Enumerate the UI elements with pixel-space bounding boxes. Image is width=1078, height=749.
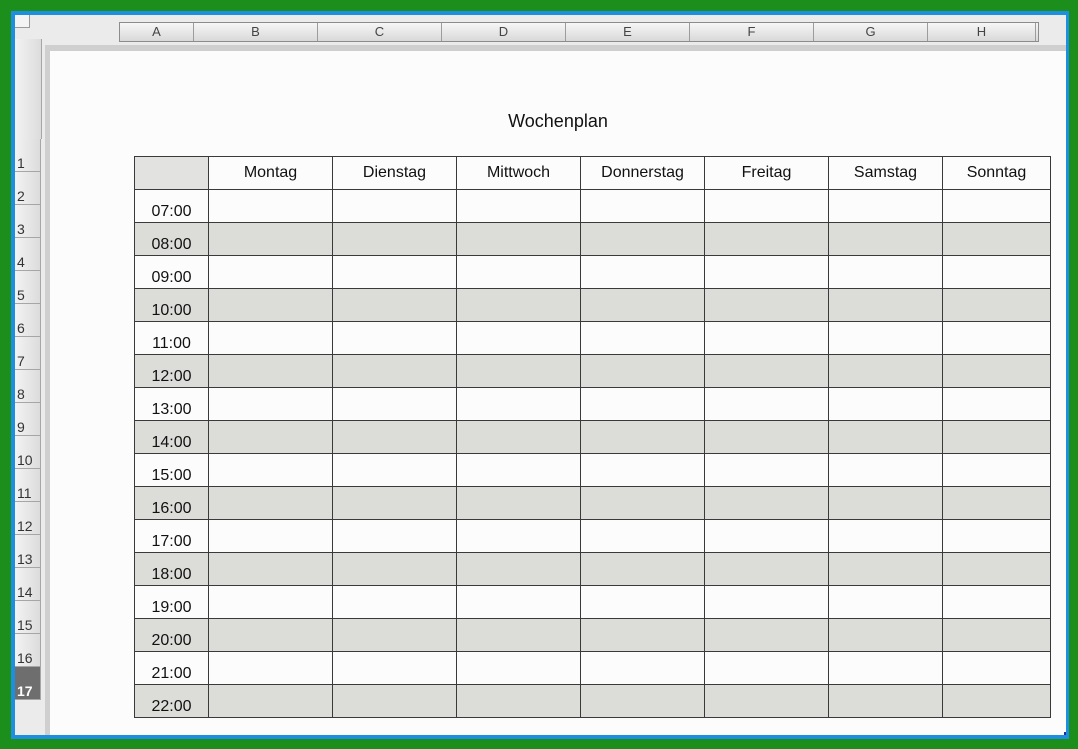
page-title: Wochenplan <box>508 111 608 131</box>
day-header-mittwoch[interactable]: Mittwoch <box>457 157 581 190</box>
row-header-7[interactable]: 7 <box>15 337 41 370</box>
row-header-11[interactable]: 11 <box>15 469 41 502</box>
time-cell[interactable]: 09:00 <box>135 256 209 289</box>
day-header-row <box>135 157 1051 190</box>
schedule-cell[interactable] <box>581 388 705 421</box>
column-header-d[interactable]: D <box>442 23 566 41</box>
row-header-16[interactable]: 16 <box>15 634 41 667</box>
schedule-cell[interactable] <box>333 322 457 355</box>
schedule-cell[interactable] <box>457 652 581 685</box>
time-cell[interactable]: 20:00 <box>135 619 209 652</box>
schedule-cell[interactable] <box>829 190 943 223</box>
table-row <box>135 388 1051 421</box>
time-cell[interactable]: 07:00 <box>135 190 209 223</box>
schedule-cell[interactable] <box>829 652 943 685</box>
schedule-cell[interactable] <box>333 190 457 223</box>
row-header-3[interactable]: 3 <box>15 205 41 238</box>
schedule-cell[interactable] <box>943 520 1051 553</box>
schedule-cell[interactable] <box>943 223 1051 256</box>
schedule-cell[interactable] <box>581 223 705 256</box>
day-header-dienstag[interactable]: Dienstag <box>333 157 457 190</box>
row-header-spacer <box>15 39 42 139</box>
schedule-cell[interactable] <box>829 322 943 355</box>
time-cell[interactable]: 11:00 <box>135 322 209 355</box>
schedule-cell[interactable] <box>457 553 581 586</box>
column-header-h[interactable]: H <box>928 23 1036 41</box>
schedule-cell[interactable] <box>943 586 1051 619</box>
schedule-cell[interactable] <box>829 454 943 487</box>
cell-a1[interactable] <box>135 157 209 190</box>
schedule-cell[interactable] <box>581 652 705 685</box>
table-row <box>135 355 1051 388</box>
schedule-cell[interactable] <box>943 454 1051 487</box>
row-header-17[interactable]: 17 <box>15 667 41 700</box>
schedule-cell[interactable] <box>943 652 1051 685</box>
schedule-cell[interactable] <box>829 520 943 553</box>
schedule-cell[interactable] <box>705 223 829 256</box>
schedule-cell[interactable] <box>943 322 1051 355</box>
schedule-cell[interactable] <box>705 289 829 322</box>
schedule-cell[interactable] <box>581 454 705 487</box>
table-row <box>135 322 1051 355</box>
schedule-cell[interactable] <box>209 652 333 685</box>
row-header-5[interactable]: 5 <box>15 271 41 304</box>
time-cell[interactable]: 12:00 <box>135 355 209 388</box>
schedule-cell[interactable] <box>209 685 333 718</box>
schedule-cell[interactable] <box>943 685 1051 718</box>
schedule-cell[interactable] <box>457 520 581 553</box>
schedule-cell[interactable] <box>333 553 457 586</box>
schedule-cell[interactable] <box>705 553 829 586</box>
schedule-cell[interactable] <box>829 256 943 289</box>
table-row <box>135 685 1051 718</box>
schedule-cell[interactable] <box>705 454 829 487</box>
schedule-cell[interactable] <box>829 685 943 718</box>
time-cell[interactable]: 14:00 <box>135 421 209 454</box>
schedule-cell[interactable] <box>705 685 829 718</box>
time-cell[interactable]: 10:00 <box>135 289 209 322</box>
column-header-bar <box>119 22 1039 42</box>
schedule-cell[interactable] <box>457 487 581 520</box>
schedule-cell[interactable] <box>333 223 457 256</box>
schedule-cell[interactable] <box>943 355 1051 388</box>
column-header-g[interactable]: G <box>814 23 928 41</box>
schedule-cell[interactable] <box>457 223 581 256</box>
schedule-cell[interactable] <box>457 586 581 619</box>
schedule-cell[interactable] <box>705 421 829 454</box>
table-row <box>135 586 1051 619</box>
row-header-strip <box>15 15 41 735</box>
schedule-cell[interactable] <box>333 388 457 421</box>
schedule-cell[interactable] <box>705 322 829 355</box>
row-header-13[interactable]: 13 <box>15 535 41 568</box>
row-header-14[interactable]: 14 <box>15 568 41 601</box>
schedule-cell[interactable] <box>705 652 829 685</box>
schedule-cell[interactable] <box>829 355 943 388</box>
day-header-donnerstag[interactable]: Donnerstag <box>581 157 705 190</box>
schedule-cell[interactable] <box>581 355 705 388</box>
row-header-9[interactable]: 9 <box>15 403 41 436</box>
schedule-cell[interactable] <box>457 619 581 652</box>
time-cell[interactable]: 08:00 <box>135 223 209 256</box>
schedule-cell[interactable] <box>209 619 333 652</box>
row-header-6[interactable]: 6 <box>15 304 41 337</box>
schedule-cell[interactable] <box>943 388 1051 421</box>
column-header-a[interactable]: A <box>120 23 194 41</box>
schedule-cell[interactable] <box>333 454 457 487</box>
row-header-4[interactable]: 4 <box>15 238 41 271</box>
schedule-cell[interactable] <box>333 586 457 619</box>
schedule-cell[interactable] <box>581 685 705 718</box>
table-row <box>135 619 1051 652</box>
schedule-cell[interactable] <box>209 487 333 520</box>
fill-handle[interactable] <box>1064 732 1066 735</box>
schedule-cell[interactable] <box>705 586 829 619</box>
schedule-cell[interactable] <box>333 652 457 685</box>
row-header-1[interactable]: 1 <box>15 139 41 172</box>
schedule-cell[interactable] <box>705 520 829 553</box>
schedule-cell[interactable] <box>829 388 943 421</box>
schedule-cell[interactable] <box>943 487 1051 520</box>
time-cell[interactable]: 17:00 <box>135 520 209 553</box>
schedule-cell[interactable] <box>581 553 705 586</box>
schedule-cell[interactable] <box>943 190 1051 223</box>
schedule-cell[interactable] <box>705 388 829 421</box>
schedule-cell[interactable] <box>333 619 457 652</box>
schedule-cell[interactable] <box>581 256 705 289</box>
spreadsheet-window <box>15 15 1066 735</box>
schedule-cell[interactable] <box>209 355 333 388</box>
time-cell[interactable]: 22:00 <box>135 685 209 718</box>
schedule-cell[interactable] <box>209 586 333 619</box>
day-header-freitag[interactable]: Freitag <box>705 157 829 190</box>
schedule-cell[interactable] <box>209 388 333 421</box>
schedule-cell[interactable] <box>829 421 943 454</box>
schedule-cell[interactable] <box>705 619 829 652</box>
time-cell[interactable]: 15:00 <box>135 454 209 487</box>
schedule-cell[interactable] <box>581 421 705 454</box>
column-header-e[interactable]: E <box>566 23 690 41</box>
row-header-8[interactable]: 8 <box>15 370 41 403</box>
print-page <box>50 51 1066 735</box>
schedule-cell[interactable] <box>581 487 705 520</box>
schedule-cell[interactable] <box>943 553 1051 586</box>
schedule-cell[interactable] <box>457 685 581 718</box>
schedule-cell[interactable] <box>333 256 457 289</box>
schedule-cell[interactable] <box>333 685 457 718</box>
schedule-cell[interactable] <box>829 619 943 652</box>
schedule-cell[interactable] <box>943 289 1051 322</box>
schedule-cell[interactable] <box>829 487 943 520</box>
column-header-f[interactable]: F <box>690 23 814 41</box>
table-row <box>135 223 1051 256</box>
table-row <box>135 289 1051 322</box>
table-row <box>135 421 1051 454</box>
schedule-cell[interactable] <box>457 454 581 487</box>
schedule-cell[interactable] <box>581 520 705 553</box>
schedule-cell[interactable] <box>581 586 705 619</box>
row-header-10[interactable]: 10 <box>15 436 41 469</box>
day-header-samstag[interactable]: Samstag <box>829 157 943 190</box>
schedule-cell[interactable] <box>829 289 943 322</box>
schedule-cell[interactable] <box>333 421 457 454</box>
table-row <box>135 652 1051 685</box>
schedule-cell[interactable] <box>209 190 333 223</box>
schedule-cell[interactable] <box>457 388 581 421</box>
schedule-cell[interactable] <box>705 487 829 520</box>
schedule-cell[interactable] <box>457 190 581 223</box>
row-header-12[interactable]: 12 <box>15 502 41 535</box>
schedule-cell[interactable] <box>457 256 581 289</box>
schedule-cell[interactable] <box>333 520 457 553</box>
schedule-cell[interactable] <box>829 553 943 586</box>
schedule-cell[interactable] <box>333 289 457 322</box>
schedule-cell[interactable] <box>581 619 705 652</box>
schedule-cell[interactable] <box>581 322 705 355</box>
row-header-2[interactable]: 2 <box>15 172 41 205</box>
schedule-cell[interactable] <box>333 487 457 520</box>
schedule-cell[interactable] <box>209 256 333 289</box>
day-header-montag[interactable]: Montag <box>209 157 333 190</box>
schedule-cell[interactable] <box>943 256 1051 289</box>
time-cell[interactable]: 13:00 <box>135 388 209 421</box>
table-row <box>135 256 1051 289</box>
schedule-cell[interactable] <box>209 223 333 256</box>
table-row <box>135 190 1051 223</box>
schedule-cell[interactable] <box>705 256 829 289</box>
time-cell[interactable]: 19:00 <box>135 586 209 619</box>
schedule-cell[interactable] <box>209 289 333 322</box>
time-cell[interactable]: 18:00 <box>135 553 209 586</box>
schedule-cell[interactable] <box>943 421 1051 454</box>
table-row <box>135 520 1051 553</box>
schedule-cell[interactable] <box>829 223 943 256</box>
schedule-cell[interactable] <box>457 289 581 322</box>
schedule-cell[interactable] <box>209 421 333 454</box>
schedule-cell[interactable] <box>581 190 705 223</box>
table-row <box>135 553 1051 586</box>
table-row <box>135 454 1051 487</box>
schedule-cell[interactable] <box>457 421 581 454</box>
time-cell[interactable]: 21:00 <box>135 652 209 685</box>
row-header-15[interactable]: 15 <box>15 601 41 634</box>
schedule-cell[interactable] <box>457 355 581 388</box>
schedule-cell[interactable] <box>829 586 943 619</box>
schedule-cell[interactable] <box>943 619 1051 652</box>
schedule-cell[interactable] <box>457 322 581 355</box>
schedule-table <box>134 156 1051 718</box>
schedule-cell[interactable] <box>705 355 829 388</box>
schedule-cell[interactable] <box>209 520 333 553</box>
schedule-cell[interactable] <box>209 454 333 487</box>
schedule-cell[interactable] <box>209 553 333 586</box>
schedule-cell[interactable] <box>209 322 333 355</box>
day-header-sonntag[interactable]: Sonntag <box>943 157 1051 190</box>
table-row <box>135 487 1051 520</box>
schedule-cell[interactable] <box>581 289 705 322</box>
time-cell[interactable]: 16:00 <box>135 487 209 520</box>
schedule-cell[interactable] <box>333 355 457 388</box>
column-header-b[interactable]: B <box>194 23 318 41</box>
schedule-cell[interactable] <box>705 190 829 223</box>
column-header-c[interactable]: C <box>318 23 442 41</box>
